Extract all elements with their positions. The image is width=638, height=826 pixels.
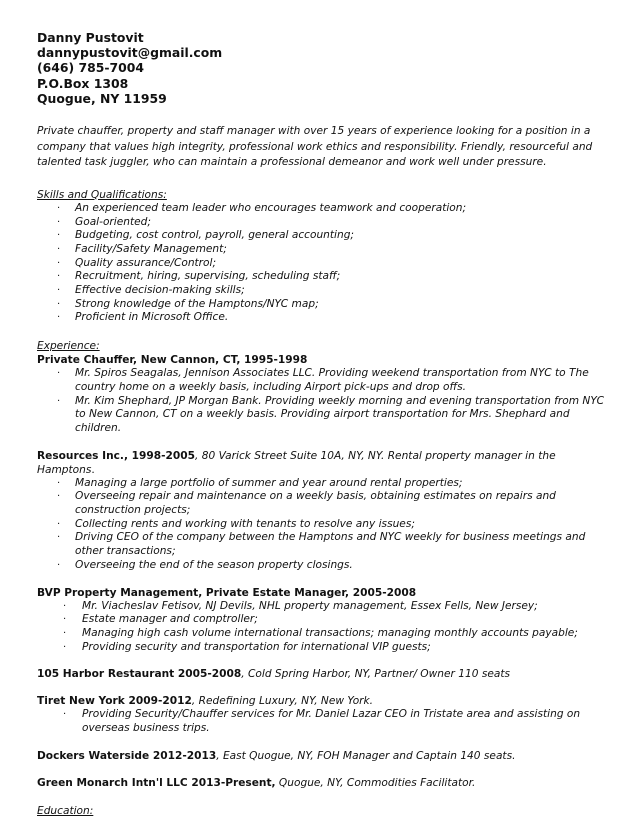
- job-description: , East Quogue, NY, FOH Manager and Captain 140 seats.: [216, 749, 516, 762]
- skill-item: · Budgeting, cost control, payroll, general accounting;: [57, 229, 354, 242]
- bullet-icon: ·: [57, 532, 61, 544]
- skills-heading: Skills and Qualifications:: [37, 188, 167, 201]
- bullet-icon: ·: [57, 257, 61, 269]
- bullet-icon: ·: [57, 395, 61, 407]
- bullet-icon: ·: [57, 368, 61, 380]
- spacer: [37, 681, 607, 694]
- bullet-icon: ·: [57, 518, 61, 530]
- spacer: [37, 736, 607, 749]
- bullet-icon: ·: [63, 627, 67, 639]
- job-organization: Green Monarch Intn'l LLC 2013-Present,: [37, 776, 276, 789]
- phone-number: (646) 785-7004: [37, 60, 144, 76]
- experience-heading: Experience:: [37, 340, 100, 353]
- bullet-icon: ·: [63, 614, 67, 626]
- job-organization: Resources Inc., 1998-2005: [37, 449, 196, 462]
- job-heading: [37, 749, 607, 763]
- job-heading: [37, 667, 607, 681]
- email-address: dannypustovit@gmail.com: [37, 45, 223, 61]
- bullet-icon: ·: [57, 285, 61, 297]
- job-description: Quogue, NY, Commodities Facilitator.: [275, 776, 476, 789]
- city-state-zip: Quogue, NY 11959: [37, 90, 167, 106]
- job-duty: · Mr. Viacheslav Fetisov, NJ Devils, NHL property management, Essex Fells, New Jersey;: [63, 599, 538, 612]
- job-duty: · Providing Security/Chauffer services for Mr. Daniel Lazar CEO in Tristate area and assisting on overseas business trips.: [63, 708, 581, 735]
- bullet-icon: ·: [63, 600, 67, 612]
- spacer: [37, 573, 607, 586]
- bullet-icon: ·: [57, 271, 61, 283]
- spacer: [37, 654, 607, 667]
- spacer: [37, 763, 607, 776]
- education-heading: Education:: [37, 804, 94, 817]
- skill-item: · Strong knowledge of the Hamptons/NYC map;: [57, 297, 319, 310]
- job-duties-list: [37, 600, 607, 655]
- job-heading: [37, 353, 607, 367]
- job-duty: · Mr. Spiros Seagalas, Jennison Associates LLC. Providing weekend transportation from NYC to The country home on a weekly basis, including Airport pick-ups and drop offs.: [57, 367, 589, 393]
- job-description: , Cold Spring Harbor, NY, Partner/ Owner 110 seats: [241, 668, 511, 681]
- job-organization: BVP Property Management, Private Estate Manager, 2005-2008: [37, 586, 417, 599]
- job-heading: [37, 694, 607, 708]
- bullet-icon: ·: [57, 312, 61, 324]
- job-heading: [37, 586, 607, 600]
- bullet-icon: ·: [57, 491, 61, 503]
- skill-item: · Proficient in Microsoft Office.: [57, 311, 229, 324]
- job-duty: · Providing security and transportation for international VIP guests;: [63, 640, 431, 653]
- bullet-icon: ·: [57, 477, 61, 489]
- job-duty: · Overseeing the end of the season property closings.: [57, 558, 353, 571]
- job-duty: · Driving CEO of the company between the Hamptons and NYC weekly for business meetings and other transactions;: [57, 531, 586, 558]
- job-organization: Tiret New York 2009-2012: [37, 695, 192, 708]
- job-description: , 80 Varick Street Suite 10A, NY, NY. Rental property manager in the Hamptons: [37, 449, 556, 476]
- bullet-icon: ·: [57, 298, 61, 310]
- job-duties-list: [37, 367, 607, 436]
- skill-item: · An experienced team leader who encourages teamwork and cooperation;: [57, 201, 467, 214]
- job-duties-list: [37, 708, 607, 735]
- summary-paragraph: Private chauffer, property and staff manager with over 15 years of experience looking for a position in a company that values high integrity, professional work ethics and responsibility. Friendly, resourceful and talented task juggler, who can maintain a professional demeanor and work well under pressure.: [37, 125, 593, 169]
- job-heading: [37, 449, 607, 477]
- resume-page: [37, 30, 607, 818]
- po-box: P.O.Box 1308: [37, 75, 129, 91]
- bullet-icon: ·: [57, 202, 61, 214]
- bullet-icon: ·: [57, 216, 61, 228]
- job-organization: Dockers Waterside 2012-2013: [37, 749, 217, 762]
- job-description: , Redefining Luxury, NY, New York.: [191, 695, 374, 708]
- job-duty: · Managing high cash volume international transactions; managing monthly accounts payable;: [63, 626, 578, 639]
- skill-item: · Quality assurance/Control;: [57, 256, 217, 269]
- bullet-icon: ·: [63, 709, 67, 721]
- skill-item: · Facility/Safety Management;: [57, 242, 227, 255]
- job-heading: [37, 776, 607, 790]
- applicant-name: Danny Pustovit: [37, 30, 144, 45]
- job-duty: · Managing a large portfolio of summer and year around rental properties;: [57, 476, 463, 489]
- job-duty: · Mr. Kim Shephard, JP Morgan Bank. Providing weekly morning and evening transportation from NYC to New Cannon, CT on a weekly basis. Providing airport transportation for Mrs. Shephard and children.: [57, 394, 605, 434]
- job-description-end: .: [91, 463, 95, 476]
- job-duty: · Overseeing repair and maintenance on a weekly basis, obtaining estimates on repairs and construction projects;: [57, 490, 556, 517]
- contact-header: [37, 30, 607, 106]
- bullet-icon: ·: [63, 641, 67, 653]
- job-organization: 105 Harbor Restaurant 2005-2008: [37, 668, 242, 681]
- skill-item: · Effective decision-making skills;: [57, 284, 245, 297]
- job-organization: Private Chauffer, New Cannon, CT, 1995-1998: [37, 354, 308, 367]
- job-duty: · Collecting rents and working with tenants to resolve any issues;: [57, 517, 415, 530]
- job-duty: · Estate manager and comptroller;: [63, 613, 258, 626]
- bullet-icon: ·: [57, 243, 61, 255]
- skill-item: · Goal-oriented;: [57, 215, 151, 228]
- bullet-icon: ·: [57, 230, 61, 242]
- spacer: [37, 436, 607, 449]
- skills-list: [37, 202, 607, 325]
- skill-item: · Recruitment, hiring, supervising, scheduling staff;: [57, 270, 341, 283]
- job-duties-list: [37, 477, 607, 573]
- bullet-icon: ·: [57, 559, 61, 571]
